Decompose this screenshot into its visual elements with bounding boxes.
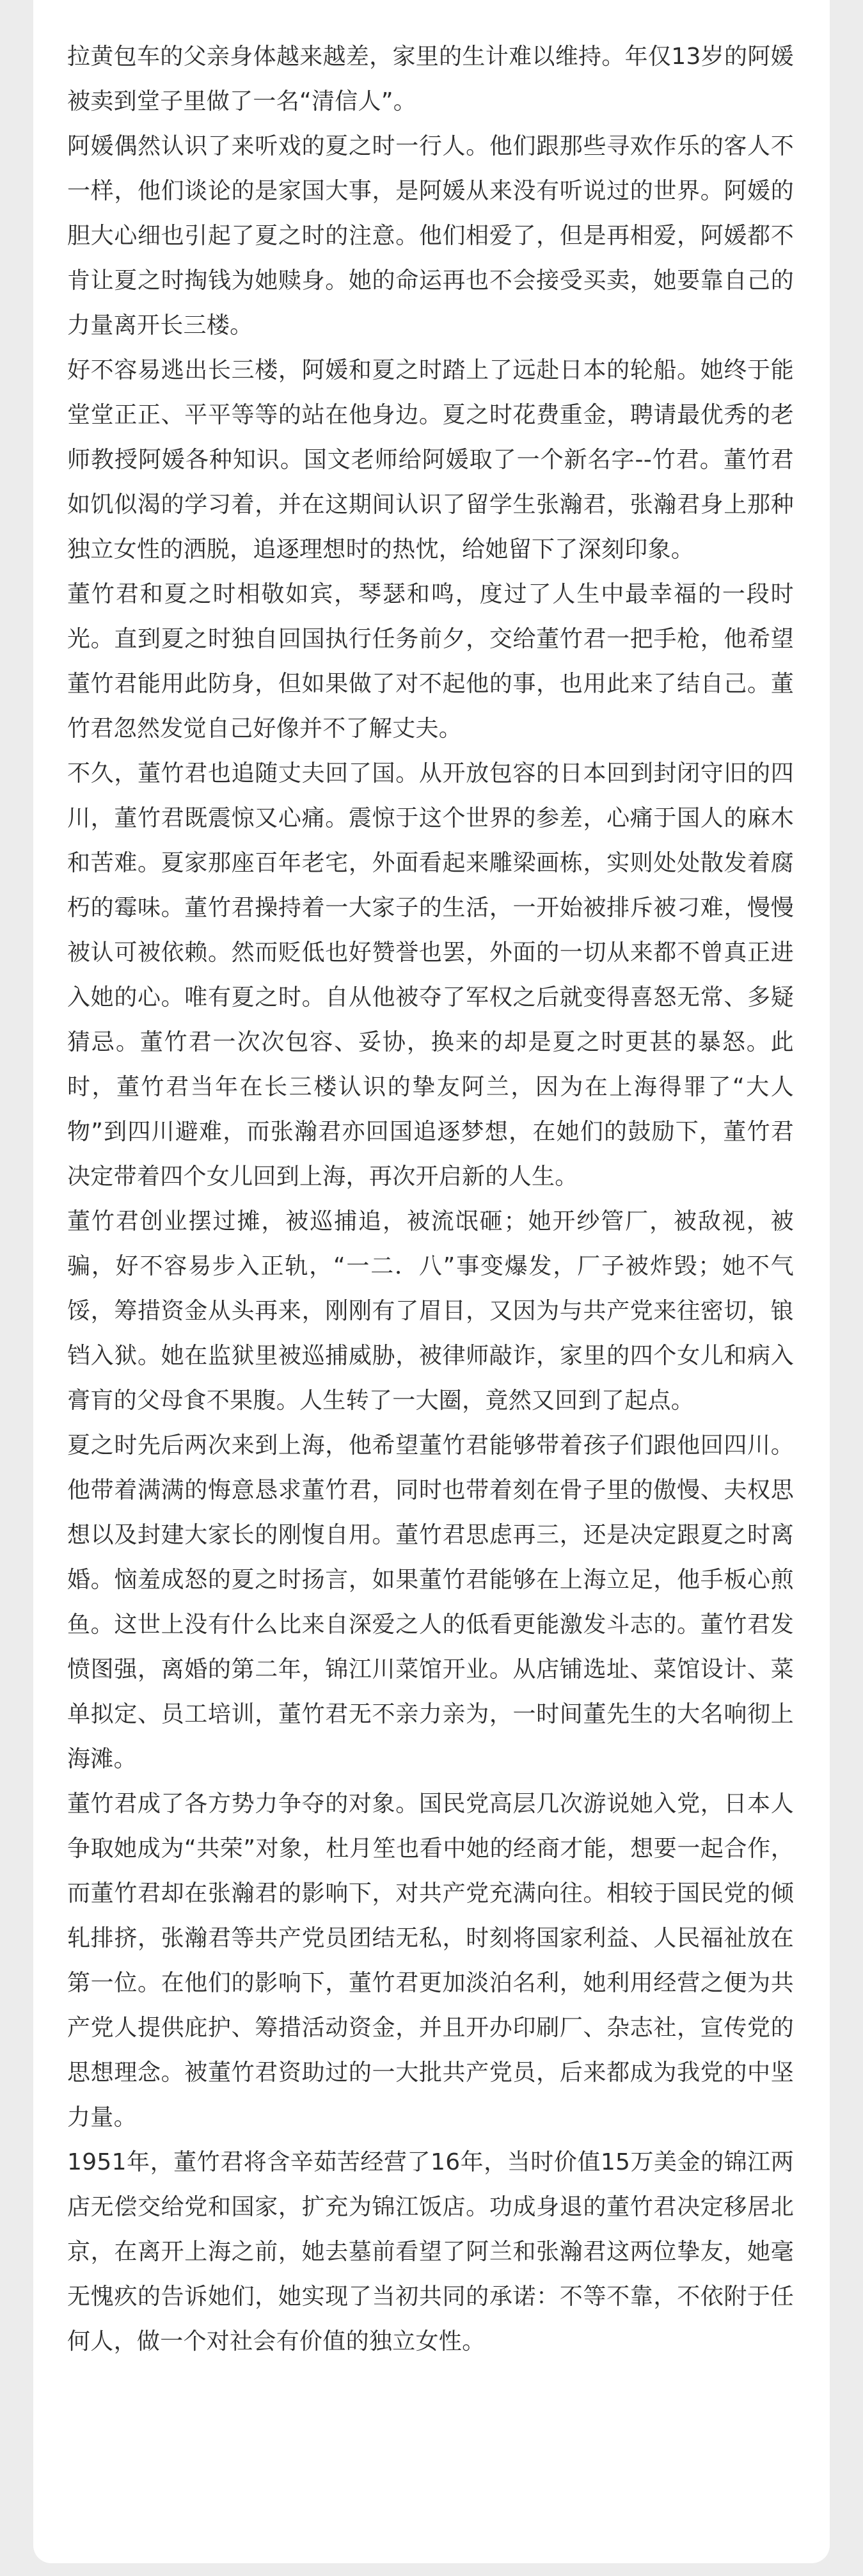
paragraph-4: 董竹君和夏之时相敬如宾，琴瑟和鸣，度过了人生中最幸福的一段时光。直到夏之时独自回国执行任务前夕，交给董竹君一把手枪，他希望董竹君能用此防身，但如果做了对不起他的事，也用此来了结自己。董竹君忽然发觉自己好像并不了解丈夫。 bbox=[67, 581, 794, 742]
paragraph-3: 好不容易逃出长三楼，阿媛和夏之时踏上了远赴日本的轮船。她终于能堂堂正正、平平等等的站在他身边。夏之时花费重金，聘请最优秀的老师教授阿媛各种知识。国文老师给阿媛取了一个新名字--竹君。董竹君如饥似渴的学习着，并在这期间认识了留学生张瀚君，张瀚君身上那种独立女性的洒脱，追逐理想时的热忱，给她留下了深刻印象。 bbox=[67, 357, 794, 563]
paragraph-9: 1951年，董竹君将含辛茹苦经营了16年，当时价值15万美金的锦江两店无偿交给党和国家，扩充为锦江饭店。功成身退的董竹君决定移居北京，在离开上海之前，她去墓前看望了阿兰和张瀚君这两位挚友，她毫无愧疚的告诉她们，她实现了当初共同的承诺：不等不靠，不依附于任何人，做一个对社会有价值的独立女性。 bbox=[67, 2149, 794, 2355]
paragraph-6: 董竹君创业摆过摊，被巡捕追，被流氓砸；她开纱管厂，被敌视，被骗，好不容易步入正轨，“一二．八”事变爆发，厂子被炸毁；她不气馁，筹措资金从头再来，刚刚有了眉目，又因为与共产党来往密切，锒铛入狱。她在监狱里被巡捕威胁，被律师敲诈，家里的四个女儿和病入膏肓的父母食不果腹。人生转了一大圈，竟然又回到了起点。 bbox=[67, 1208, 794, 1414]
article-body bbox=[67, 35, 794, 2364]
paragraph-1: 拉黄包车的父亲身体越来越差，家里的生计难以维持。年仅13岁的阿媛被卖到堂子里做了一名“清信人”。 bbox=[67, 44, 794, 115]
paragraph-5: 不久，董竹君也追随丈夫回了国。从开放包容的日本回到封闭守旧的四川，董竹君既震惊又心痛。震惊于这个世界的参差，心痛于国人的麻木和苦难。夏家那座百年老宅，外面看起来雕梁画栋，实则处处散发着腐朽的霉味。董竹君操持着一大家子的生活，一开始被排斥被刁难，慢慢被认可被依赖。然而贬低也好赞誉也罢，外面的一切从来都不曾真正进入她的心。唯有夏之时。自从他被夺了军权之后就变得喜怒无常、多疑猜忌。董竹君一次次包容、妥协，换来的却是夏之时更甚的暴怒。此时，董竹君当年在长三楼认识的挚友阿兰，因为在上海得罪了“大人物”到四川避难，而张瀚君亦回国追逐梦想，在她们的鼓励下，董竹君决定带着四个女儿回到上海，再次开启新的人生。 bbox=[67, 760, 794, 1190]
paragraph-2: 阿媛偶然认识了来听戏的夏之时一行人。他们跟那些寻欢作乐的客人不一样，他们谈论的是家国大事，是阿媛从来没有听说过的世界。阿媛的胆大心细也引起了夏之时的注意。他们相爱了，但是再相爱，阿媛都不肯让夏之时掏钱为她赎身。她的命运再也不会接受买卖，她要靠自己的力量离开长三楼。 bbox=[67, 133, 794, 339]
article-card bbox=[33, 0, 830, 2563]
paragraph-7: 夏之时先后两次来到上海，他希望董竹君能够带着孩子们跟他回四川。他带着满满的悔意恳求董竹君，同时也带着刻在骨子里的傲慢、夫权思想以及封建大家长的刚愎自用。董竹君思虑再三，还是决定跟夏之时离婚。恼羞成怒的夏之时扬言，如果董竹君能够在上海立足，他手板心煎鱼。这世上没有什么比来自深爱之人的低看更能激发斗志的。董竹君发愤图强，离婚的第二年，锦江川菜馆开业。从店铺选址、菜馆设计、菜单拟定、员工培训，董竹君无不亲力亲为，一时间董先生的大名响彻上海滩。 bbox=[67, 1432, 794, 1772]
paragraph-8: 董竹君成了各方势力争夺的对象。国民党高层几次游说她入党，日本人争取她成为“共荣”对象，杜月笙也看中她的经商才能，想要一起合作，而董竹君却在张瀚君的影响下，对共产党充满向往。相较于国民党的倾轧排挤，张瀚君等共产党员团结无私，时刻将国家利益、人民福祉放在第一位。在他们的影响下，董竹君更加淡泊名利，她利用经营之便为共产党人提供庇护、筹措活动资金，并且开办印刷厂、杂志社，宣传党的思想理念。被董竹君资助过的一大批共产党员，后来都成为我党的中坚力量。 bbox=[67, 1791, 794, 2131]
